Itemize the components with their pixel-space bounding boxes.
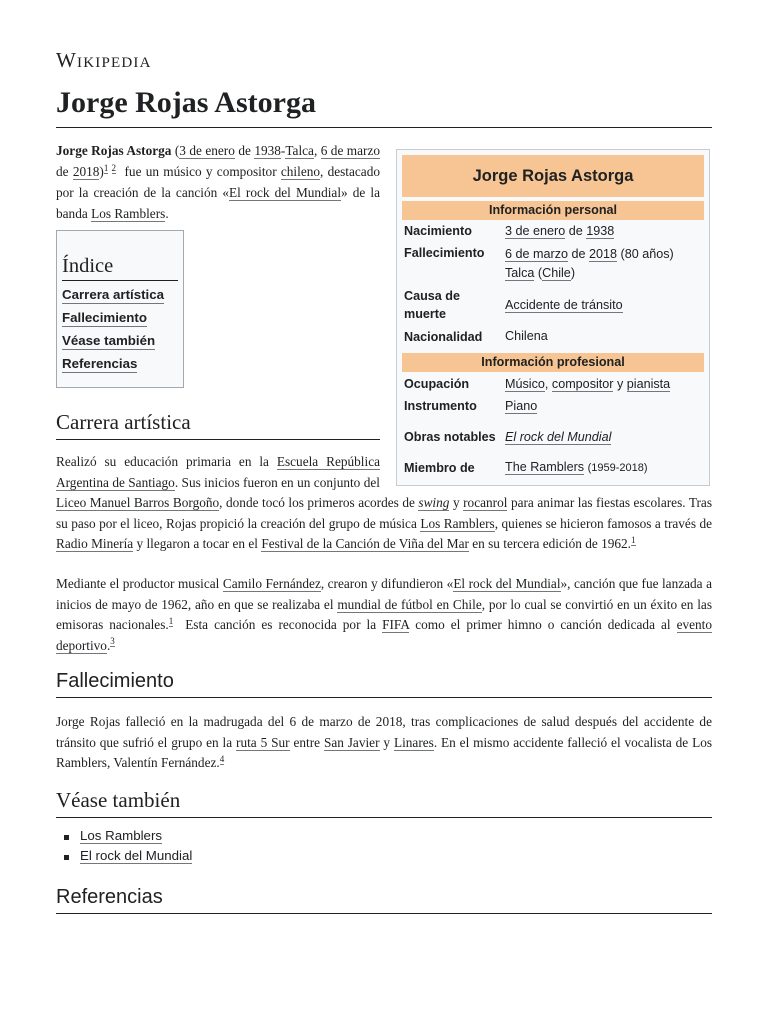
link-los-ramblers[interactable]: Los Ramblers <box>420 515 495 531</box>
link-nationality[interactable]: chileno <box>280 164 321 179</box>
ref-link[interactable]: 4 <box>219 753 225 764</box>
infobox-section-header: Información profesional <box>402 353 704 372</box>
link-instrument[interactable]: Piano <box>505 398 538 413</box>
infobox-row-instrumento: Instrumento Piano <box>404 398 538 413</box>
subject-name: Jorge Rojas Astorga <box>56 143 172 158</box>
link-country[interactable]: Chile <box>542 266 571 280</box>
infobox-row-nacionalidad: Nacionalidad Chilena <box>404 329 548 344</box>
lead-paragraph: Jorge Rojas Astorga (3 de enero de 1938-Talca, 6 de marzo de 2018)$^{1 2}$ fue un músico y compositor chileno, destacado por la creación de la canción «El rock del Mundial» de la banda Los Ramblers. <box>56 143 381 221</box>
link-member-of[interactable]: The Ramblers <box>505 460 585 474</box>
link-birth-date[interactable]: 3 de enero <box>505 223 566 238</box>
toc-title: Índice <box>62 255 178 281</box>
toc-item-fallecimiento[interactable]: Fallecimiento <box>62 310 147 325</box>
link-occupation[interactable]: compositor <box>551 376 614 391</box>
link-school[interactable]: Escuela República Argentina de Santiago <box>56 454 381 490</box>
list-item <box>64 846 192 866</box>
infobox-row-ocupacion: Ocupación Músico, compositor y pianista <box>404 376 671 391</box>
link-liceo[interactable]: Liceo Manuel Barros Borgoño <box>56 495 220 510</box>
table-of-contents <box>56 230 184 388</box>
link-notable-work[interactable]: El rock del Mundial <box>505 429 612 444</box>
link-linares[interactable]: Linares <box>393 734 434 750</box>
ref-link[interactable]: 1 <box>168 615 174 626</box>
link-san-javier[interactable]: San Javier <box>323 734 380 750</box>
ref-link[interactable]: 1 <box>631 534 636 545</box>
infobox-row-miembro: Miembro de The Ramblers (1959-2018) <box>404 460 648 475</box>
infobox-row-obras: Obras notables El rock del Mundial <box>404 429 612 444</box>
see-also-list <box>64 826 192 866</box>
heading-fallecimiento: Fallecimiento <box>56 670 712 698</box>
link-rocanrol[interactable]: rocanrol <box>463 495 508 510</box>
toc-item-vease[interactable]: Véase también <box>62 333 156 348</box>
link-occupation[interactable]: pianista <box>626 376 671 391</box>
link-band[interactable]: Los Ramblers <box>91 206 166 221</box>
carrera-paragraph-2: Mediante el productor musical Camilo Fernández, crearon y difundieron «El rock del Mundial», canción que fue lanzada a inicios de mayo de 1962, año en que se realizaba el mundial de fútbol en Chile, por lo cual se convirtió en un éxito en las emisoras nacionales.$^1$ Esta canción es reconocida por la FIFA como el primer himno o canción dedicada al evento deportivo.$^3$ <box>56 576 713 653</box>
link-birth-year[interactable]: 1938 <box>586 223 615 238</box>
link-evento-deportivo[interactable]: evento deportivo <box>56 617 713 653</box>
link-death-year[interactable]: 2018 <box>72 164 100 179</box>
infobox-section-header: Información personal <box>402 201 704 220</box>
link-see-also[interactable]: El rock del Mundial <box>80 848 193 863</box>
link-cause[interactable]: Accidente de tránsito <box>505 297 623 312</box>
infobox-row-fallecimiento: Fallecimiento 6 de marzo de 2018 (80 años) Talca (Chile) <box>404 246 674 280</box>
toc-item-referencias[interactable]: Referencias <box>62 356 138 371</box>
infobox <box>396 149 710 486</box>
wikipedia-logo[interactable]: Wikipedia <box>56 48 152 72</box>
link-camilo-fernandez[interactable]: Camilo Fernández <box>222 576 321 591</box>
link-birth-day[interactable]: 3 de enero <box>179 143 235 158</box>
link-radio-mineria[interactable]: Radio Minería <box>56 536 134 551</box>
ref-link[interactable]: 1 <box>103 162 109 173</box>
link-see-also[interactable]: Los Ramblers <box>80 828 163 843</box>
link-ruta-5-sur[interactable]: ruta 5 Sur <box>236 734 290 750</box>
page-title: Jorge Rojas Astorga <box>56 86 712 128</box>
list-item <box>64 826 192 846</box>
link-death-day[interactable]: 6 de marzo <box>320 143 380 158</box>
link-birth-year[interactable]: 1938 <box>254 143 281 158</box>
link-death-date[interactable]: 6 de marzo <box>505 247 568 261</box>
ref-link[interactable]: 3 <box>110 636 115 647</box>
link-song[interactable]: El rock del Mundial <box>229 185 342 200</box>
infobox-title: Jorge Rojas Astorga <box>402 155 704 197</box>
link-death-place[interactable]: Talca <box>505 266 535 280</box>
link-fifa[interactable]: FIFA <box>382 617 410 632</box>
heading-carrera: Carrera artística <box>56 410 380 440</box>
link-festival[interactable]: Festival de la Canción de Viña del Mar <box>261 536 469 551</box>
link-occupation[interactable]: Músico <box>505 376 545 391</box>
heading-vease: Véase también <box>56 788 712 818</box>
fallecimiento-paragraph: Jorge Rojas falleció en la madrugada del 6 de marzo de 2018, tras complicaciones de salud después del accidente de tránsito que sufrió el grupo en la ruta 5 Sur entre San Javier y Linares. En el mismo accidente falleció el vocalista de Los Ramblers, Valentín Fernández.$^4$ <box>56 714 713 770</box>
infobox-row-causa: Causa de muerte Accidente de tránsito <box>404 289 623 321</box>
carrera-paragraph-1: Realizó su educación primaria en la Escuela República Argentina de Santiago. Sus inicios fueron en un conjunto del Liceo Manuel Barros Borgoño, donde tocó los primeros acordes de swing y rocanrol para animar las fiestas escolares. Tras su paso por el liceo, Rojas propició la creación del grupo de música Los Ramblers, quienes se hicieron famosos a través de Radio Minería y llegaron a tocar en el Festival de la Canción de Viña del Mar en su tercera edición de 1962.$^1$ <box>56 454 713 551</box>
heading-referencias: Referencias <box>56 886 712 914</box>
toc-item-carrera[interactable]: Carrera artística <box>62 287 165 302</box>
link-rock-del-mundial[interactable]: El rock del Mundial <box>453 576 561 591</box>
link-swing[interactable]: swing <box>418 495 450 510</box>
infobox-row-nacimiento: Nacimiento 3 de enero de 1938 <box>404 223 615 238</box>
ref-link[interactable]: 2 <box>111 162 117 173</box>
link-birth-place[interactable]: Talca <box>285 143 314 158</box>
link-death-year[interactable]: 2018 <box>589 247 618 261</box>
link-mundial-chile[interactable]: mundial de fútbol en Chile <box>337 596 482 612</box>
